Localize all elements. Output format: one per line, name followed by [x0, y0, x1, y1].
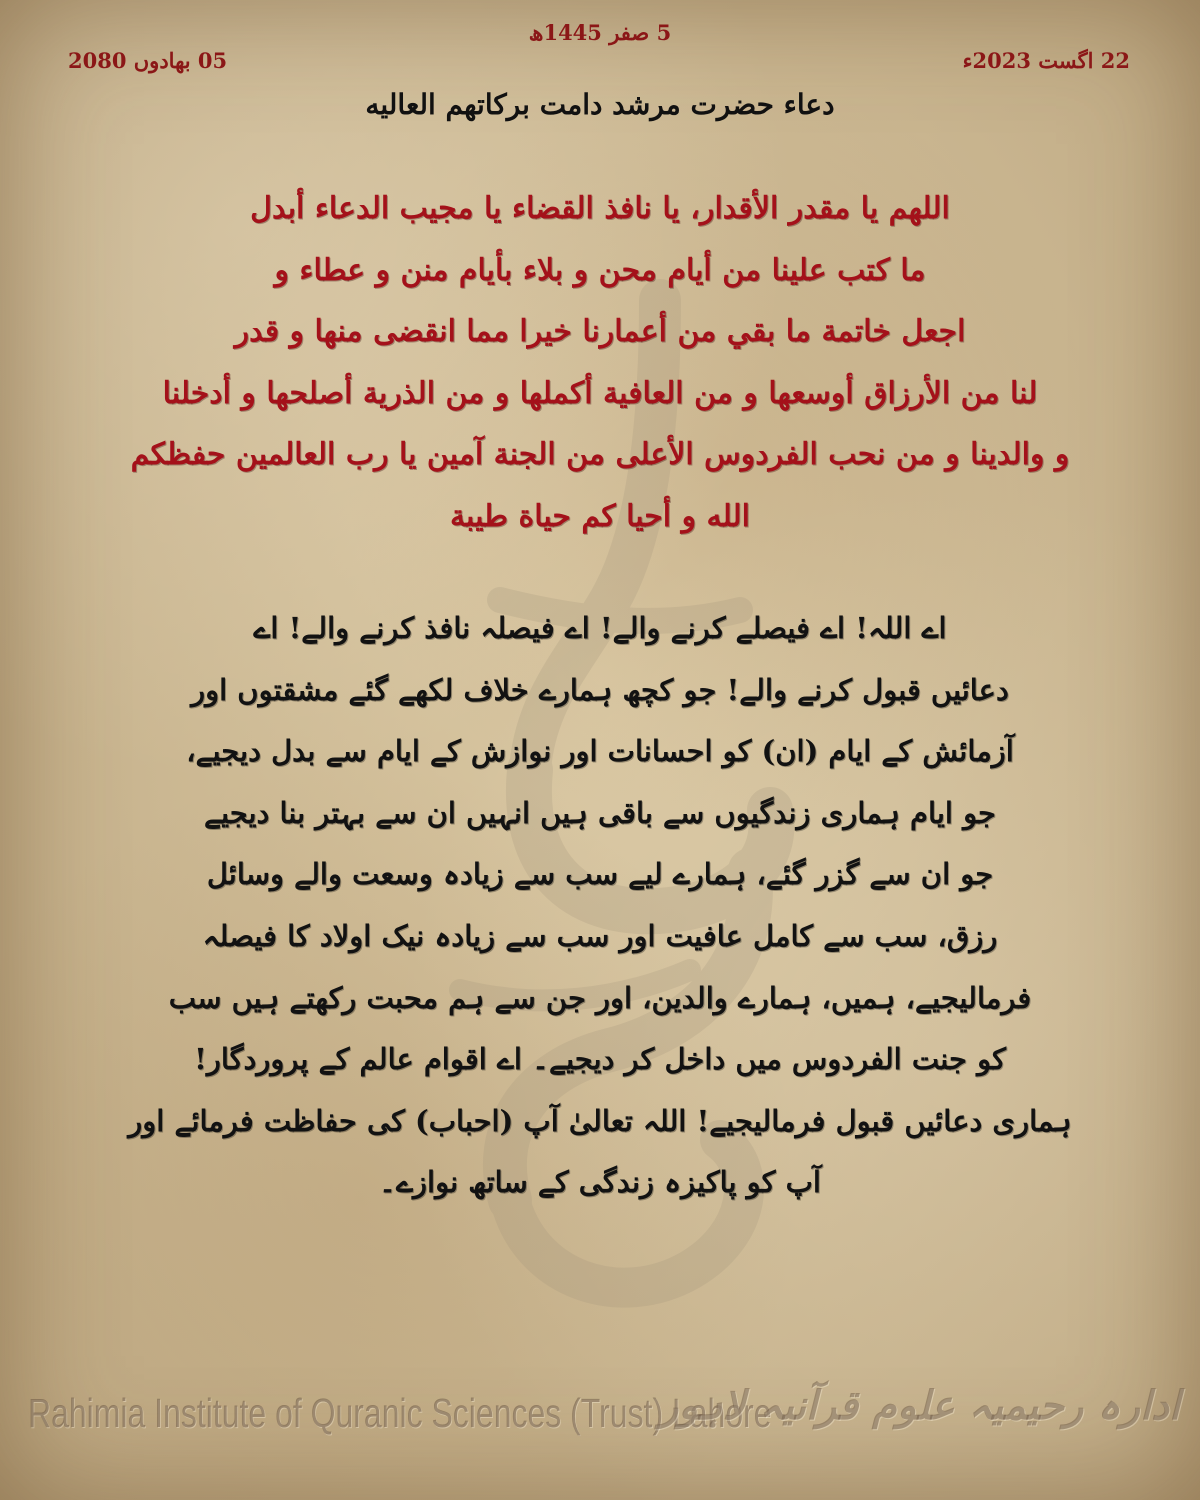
arabic-dua-line: اللهم يا مقدر الأقدار، يا نافذ القضاء يا مجيب الدعاء أبدل	[250, 191, 950, 226]
urdu-translation-line: فرمالیجیے، ہمیں، ہمارے والدین، اور جن سے ہم محبت رکھتے ہیں سب	[168, 980, 1032, 1015]
hijri-date: 5 صفر 1445ھ	[528, 20, 672, 45]
arabic-dua-line: ما كتب علينا من أيام محن و بلاء بأيام منن و عطاء و	[274, 252, 926, 288]
institute-name-english: Rahimia Institute of Quranic Sciences (Trust) Lahore	[28, 1390, 772, 1436]
bikrami-date: 05 بھادوں 2080	[68, 48, 228, 73]
arabic-dua-line: اجعل خاتمة ما بقي من أعمارنا خيرا مما انقضى منها و قدر	[234, 314, 966, 349]
urdu-translation-line: ہماری دعائیں قبول فرمالیجیے! اللہ تعالیٰ آپ (احباب) کی حفاظت فرمائے اور	[128, 1103, 1072, 1138]
arabic-dua-block	[90, 178, 1110, 547]
page-title: دعاء حضرت مرشد دامت بركاتهم العاليه	[365, 88, 835, 121]
footer-watermark	[0, 1368, 1200, 1478]
urdu-translation-line: دعائیں قبول کرنے والے! جو کچھ ہمارے خلاف لکھے گئے مشقتوں اور	[191, 672, 1009, 707]
urdu-translation-line: رزق، سب سے کامل عافیت اور سب سے زیادہ نیک اولاد کا فیصلہ	[202, 918, 998, 953]
arabic-dua-line: لنا من الأرزاق أوسعها و من العافية أكملها و من الذرية أصلحها و أدخلنا	[162, 375, 1038, 411]
institute-name-urdu-logo: ادارہ رحیمیہ علوم قرآنیہ لاہور	[659, 1382, 1180, 1429]
gregorian-date: 22 اگست 2023ء	[962, 48, 1130, 73]
arabic-dua-line: الله و أحيا كم حياة طيبة	[449, 498, 751, 534]
urdu-translation-line: اے اللہ! اے فیصلے کرنے والے! اے فیصلہ نافذ کرنے والے! اے	[253, 611, 947, 645]
urdu-translation-line: آزمائش کے ایام (ان) کو احسانات اور نوازش کے ایام سے بدل دیجیے،	[186, 734, 1014, 769]
urdu-translation-block	[90, 598, 1110, 1214]
urdu-translation-line: جو ایام ہماری زندگیوں سے باقی ہیں انہیں ان سے بہتر بنا دیجیے	[204, 795, 996, 830]
urdu-translation-line: کو جنت الفردوس میں داخل کر دیجیے۔ اے اقوام عالم کے پروردگار!	[194, 1042, 1006, 1077]
urdu-translation-line: جو ان سے گزر گئے، ہمارے لیے سب سے زیادہ وسعت والے وسائل	[206, 857, 994, 892]
urdu-translation-line: آپ کو پاکیزہ زندگی کے ساتھ نوازے۔	[379, 1165, 821, 1200]
arabic-dua-line: و والدينا و من نحب الفردوس الأعلى من الجنة آمين يا رب العالمين حفظكم	[130, 437, 1070, 472]
